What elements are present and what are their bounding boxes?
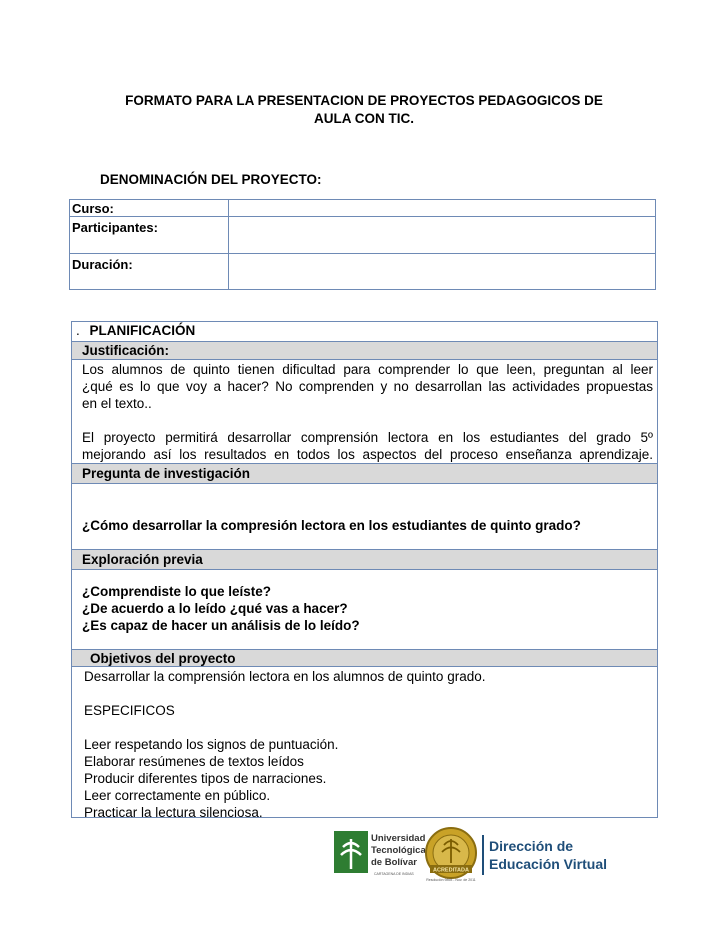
- utb-line1: Universidad: [371, 833, 426, 844]
- justificacion-text: [82, 361, 653, 463]
- utb-line3: de Bolívar: [371, 857, 417, 868]
- justificacion-line: El proyecto permitirá desarrollar comprensión lectora en los estudiantes del grado 5º: [82, 430, 653, 445]
- exploracion-header: Exploración previa: [72, 549, 657, 570]
- especificos-label: ESPECIFICOS: [84, 703, 175, 718]
- seal-small: Resolución 9898 - Nov. de 2011: [426, 878, 476, 882]
- accreditation-seal-icon: [426, 828, 476, 882]
- justificacion-header: Justificación:: [72, 341, 657, 360]
- footer-logos: [334, 825, 624, 887]
- table-row-curso: [70, 200, 655, 217]
- project-info-table: [69, 199, 656, 290]
- objetivo-especifico: Practicar la lectura silenciosa.: [84, 805, 263, 820]
- duracion-label: Duración:: [72, 257, 133, 272]
- exploracion-question: ¿Comprendiste lo que leíste?: [82, 584, 272, 599]
- objetivo-especifico: Producir diferentes tipos de narraciones.: [84, 771, 327, 786]
- planificacion-bullet: .: [76, 323, 80, 338]
- dir-line1: Dirección de: [489, 838, 574, 854]
- planificacion-heading: [76, 323, 195, 338]
- justificacion-line: en el texto..: [82, 396, 152, 411]
- exploracion-question: ¿De acuerdo a lo leído ¿qué vas a hacer?: [82, 601, 348, 616]
- pregunta-header: Pregunta de investigación: [72, 463, 657, 484]
- utb-line2: Tecnológica: [371, 845, 426, 856]
- pregunta-text: ¿Cómo desarrollar la compresión lectora en los estudiantes de quinto grado?: [82, 518, 581, 533]
- objetivos-header: Objetivos del proyecto: [72, 649, 657, 667]
- project-name-heading: DENOMINACIÓN DEL PROYECTO:: [100, 172, 322, 187]
- seal-text: ACREDITADA: [433, 867, 469, 874]
- justificacion-line: ¿qué es lo que voy a hacer? No comprenden y no desarrollan las actividades propuestas: [82, 379, 653, 394]
- objetivo-especifico: Leer correctamente en público.: [84, 788, 271, 803]
- objetivo-especifico: Elaborar resúmenes de textos leídos: [84, 754, 304, 769]
- table-row-participantes: [70, 217, 655, 254]
- exploracion-text: [82, 583, 653, 634]
- table-row-duracion: [70, 254, 655, 289]
- planning-table: [71, 321, 658, 818]
- planificacion-title: PLANIFICACIÓN: [89, 323, 196, 338]
- objetivo-especifico: Leer respetando los signos de puntuación.: [84, 737, 339, 752]
- document-title-line-2: AULA CON TIC.: [314, 111, 414, 126]
- objetivos-text: [84, 668, 653, 821]
- utb-logo-icon: [334, 831, 368, 873]
- justificacion-line: mejorando así los resultados en todos los aspectos del proceso enseñanza aprendizaje.: [82, 447, 653, 462]
- document-title-line-1: FORMATO PARA LA PRESENTACION DE PROYECTOS PEDAGOGICOS DE: [125, 93, 603, 108]
- participantes-label: Participantes:: [72, 220, 158, 235]
- logos-svg: [334, 825, 624, 887]
- justificacion-line: Los alumnos de quinto tienen dificultad para comprender lo que leen, preguntan al leer: [82, 362, 653, 377]
- utb-small: CARTAGENA DE INDIAS: [374, 872, 414, 876]
- objetivo-general: Desarrollar la comprensión lectora en los alumnos de quinto grado.: [84, 669, 486, 684]
- dir-line2: Educación Virtual: [489, 856, 607, 872]
- exploracion-question: ¿Es capaz de hacer un análisis de lo leído?: [82, 618, 360, 633]
- curso-label: Curso:: [72, 201, 114, 216]
